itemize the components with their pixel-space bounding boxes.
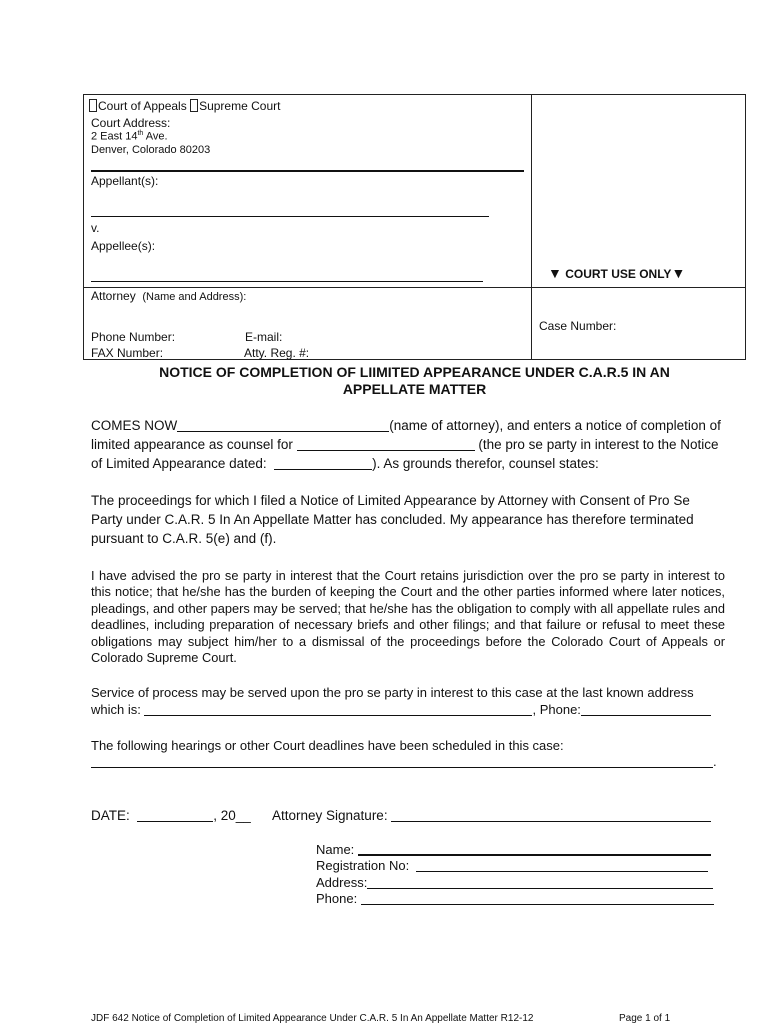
email-label: E-mail: <box>245 330 283 344</box>
supreme-court-checkbox[interactable] <box>190 99 198 112</box>
name-blank[interactable] <box>358 841 711 856</box>
down-arrow-icon: ▼ <box>671 265 686 281</box>
address-rule <box>91 170 524 172</box>
appellees-blank[interactable] <box>91 281 483 282</box>
service-paragraph: Service of process may be served upon the pro se party in interest to this case at the last known address which is: , Phone: <box>91 684 725 718</box>
court-of-appeals-label: Court of Appeals <box>98 99 187 113</box>
court-selection <box>89 99 280 113</box>
atty-reg-label: Atty. Reg. #: <box>244 346 310 360</box>
date-line: DATE: , 20__ <box>91 808 251 823</box>
court-address-line2: Denver, Colorado 80203 <box>91 144 211 156</box>
caption-box <box>83 94 746 360</box>
document-title-line2: APPELLATE MATTER <box>342 381 487 397</box>
appellants-blank[interactable] <box>91 216 489 217</box>
registration-blank[interactable] <box>416 858 708 872</box>
phone-label: Phone Number: <box>91 330 176 344</box>
hearings-blank[interactable] <box>91 767 713 768</box>
footer-form-title: JDF 642 Notice of Completion of Limited Appearance Under C.A.R. 5 In An Appellate Matter R12-12 <box>91 1013 534 1024</box>
name-line: Name: <box>316 841 711 857</box>
attorney-signature-line: Attorney Signature: <box>272 808 711 823</box>
fax-label: FAX Number: <box>91 346 164 360</box>
court-use-only: ▼ COURT USE ONLY▼ <box>548 265 686 281</box>
signature-phone-blank[interactable] <box>361 891 714 905</box>
court-address-line1: 2 East 14th Ave. <box>91 130 168 143</box>
versus-label: v. <box>91 221 100 235</box>
supreme-court-label: Supreme Court <box>199 99 281 113</box>
party-name-blank[interactable] <box>297 437 475 451</box>
case-number-label: Case Number: <box>539 319 617 333</box>
court-address-label: Court Address: <box>91 116 171 130</box>
document-title-line1: NOTICE OF COMPLETION OF LIIMITED APPEARANCE UNDER C.A.R.5 IN AN <box>159 364 670 380</box>
advisement-paragraph: I have advised the pro se party in interest that the Court retains jurisdiction over the pro se party in interest to this notice; that he/she has the burden of keeping the Court and the other parties informed where later notices, pleadings, and other papers may be served; that he/she has the obligation to comply with all appellate rules and deadlines, including preparation of necessary briefs and other filings; and that failure or refusal to meet these obligations may subject him/her to a dismissal of the proceedings before the Colorado Court of Appeals or Colorado Supreme Court. <box>91 568 725 666</box>
appellants-label: Appellant(s): <box>91 174 159 188</box>
hearings-period: . <box>713 754 717 769</box>
phone-blank[interactable] <box>581 702 711 716</box>
appearance-date-blank[interactable] <box>274 456 372 470</box>
address-blank[interactable] <box>144 702 532 716</box>
hearings-paragraph: The following hearings or other Court deadlines have been scheduled in this case: <box>91 738 564 753</box>
footer-page-number: Page 1 of 1 <box>619 1013 671 1024</box>
appellees-label: Appellee(s): <box>91 239 156 253</box>
attorney-signature-blank[interactable] <box>391 808 711 822</box>
attorney-name-blank[interactable] <box>177 418 389 432</box>
comes-now-paragraph: COMES NOW (name of attorney), and enters a notice of completion of limited appearance as counsel for (the pro se party in interest to the Notice of Limited Appearance dated: ). As grounds therefor, counsel states: <box>91 418 721 471</box>
caption-divider-vertical <box>531 94 532 360</box>
signature-address-blank[interactable] <box>367 875 713 889</box>
date-blank[interactable] <box>137 808 213 822</box>
caption-divider-horizontal <box>83 287 746 288</box>
down-arrow-icon: ▼ <box>548 265 562 281</box>
address-line: Address: <box>316 875 713 890</box>
phone-line: Phone: <box>316 891 714 906</box>
attorney-label: Attorney (Name and Address): <box>91 289 247 303</box>
proceedings-paragraph: The proceedings for which I filed a Notice of Limited Appearance by Attorney with Consent of Pro Se Party under C.A.R. 5 In An Appellate Matter has concluded. My appearance has therefore terminated pursuant to C.A.R. 5(e) and (f). <box>91 493 694 546</box>
court-of-appeals-checkbox[interactable] <box>89 99 97 112</box>
registration-line: Registration No: <box>316 858 708 873</box>
